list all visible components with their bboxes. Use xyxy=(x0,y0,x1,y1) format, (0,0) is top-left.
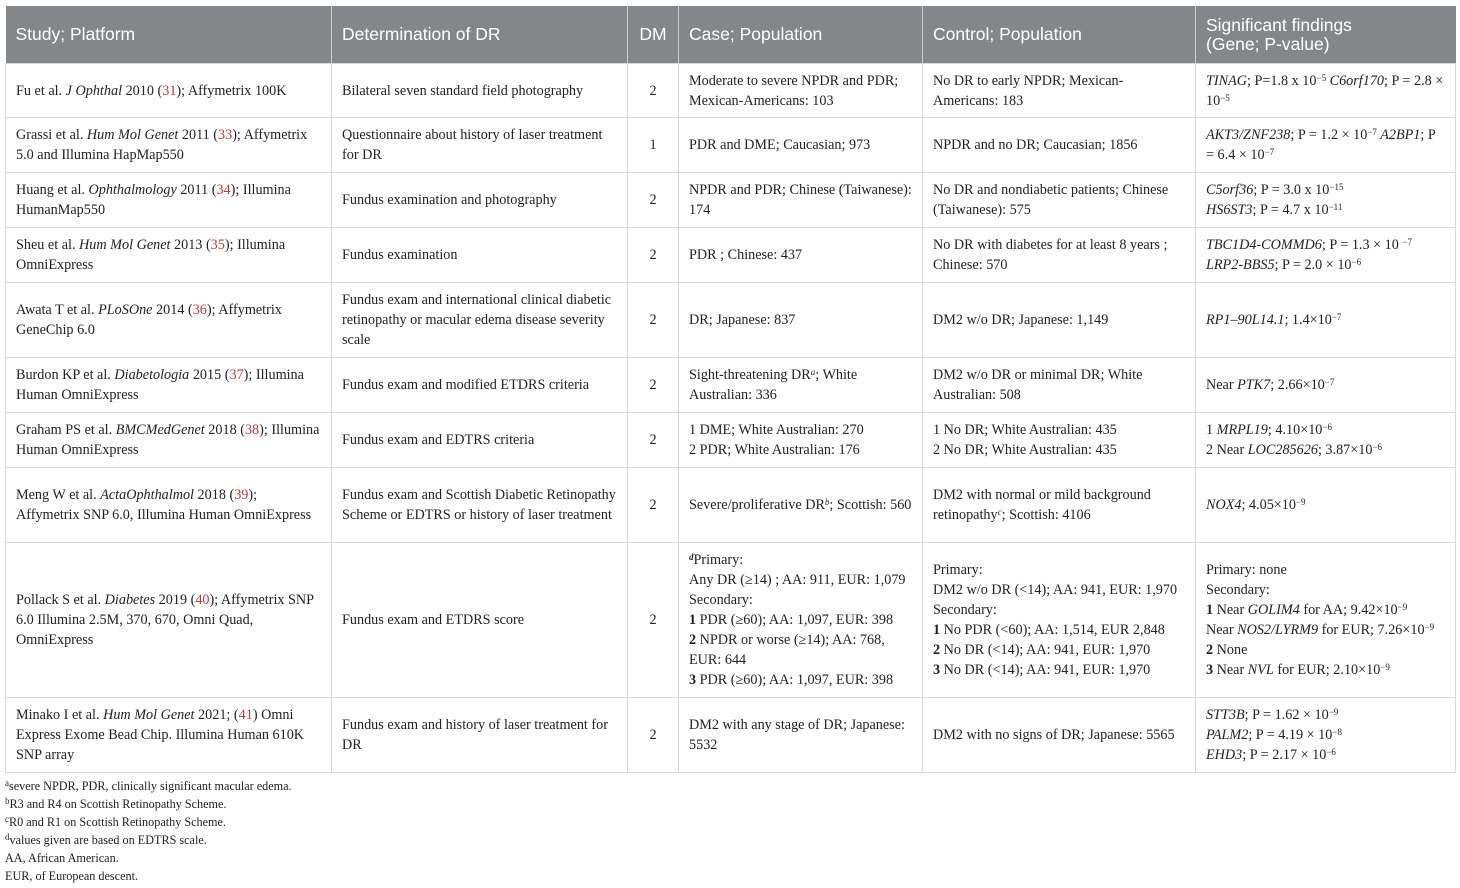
citation-link[interactable]: 33 xyxy=(218,127,233,143)
footnote: AA, African American. xyxy=(5,851,119,865)
study-cell: Awata T et al. PLoSOne 2014 (36); Affymetrix GeneChip 6.0 xyxy=(6,283,332,358)
study-cell: Huang et al. Ophthalmology 2011 (34); Illumina HumanMap550 xyxy=(6,173,332,228)
control-cell: No DR with diabetes for at least 8 years ; Chinese: 570 xyxy=(923,228,1196,283)
control-cell: DM2 with no signs of DR; Japanese: 5565 xyxy=(923,698,1196,773)
findings-cell: 1 MRPL19; $4.10\times 10^{-6}$ 2 Near LOC285626; $3.87\times 10^{-6}$ xyxy=(1196,413,1456,468)
table-row xyxy=(6,64,1456,118)
determination-cell: Questionnaire about history of laser treatment for DR xyxy=(332,118,628,173)
header-determination: Determination of DR xyxy=(332,6,628,64)
citation-link[interactable]: 39 xyxy=(234,487,249,503)
findings-cell: TBC1D4-COMMD6; P = 1.3 × 10 $^{-7}$ LRP2-BBS5; $P = 2.0 \times 10^{-6}$ xyxy=(1196,228,1456,283)
case-cell: $^d$Primary: Any DR (≥14) ; AA: 911, EUR: 1,079 Secondary: 1 PDR (≥60); AA: 1,097, EUR: 398 2 NPDR or worse (≥14); AA: 768, EUR: 644 3 PDR (≥60); AA: 1,097, EUR: 398 xyxy=(679,543,923,698)
case-cell: NPDR and PDR; Chinese (Taiwanese): 174 xyxy=(679,173,923,228)
determination-cell: Fundus exam and EDTRS criteria xyxy=(332,413,628,468)
control-cell: DM2 w/o DR or minimal DR; White Australian: 508 xyxy=(923,358,1196,413)
control-cell: No DR and nondiabetic patients; Chinese (Taiwanese): 575 xyxy=(923,173,1196,228)
case-cell: 1 DME; White Australian: 270 2 PDR; White Australian: 176 xyxy=(679,413,923,468)
table-row xyxy=(6,118,1456,173)
table-footnotes xyxy=(5,777,292,885)
header-case: Case; Population xyxy=(679,6,923,64)
control-cell: NPDR and no DR; Caucasian; 1856 xyxy=(923,118,1196,173)
header-dm: DM xyxy=(628,6,679,64)
dm-cell: 2 xyxy=(628,358,679,413)
footnote: $^b$R3 and R4 on Scottish Retinopathy Scheme. xyxy=(5,796,227,811)
findings-cell: TINAG; P=1.8 x $10^{-5}$ C6orf170; $P = 2.8 \times 10^{-5}$ xyxy=(1196,64,1456,118)
table-row xyxy=(6,468,1456,543)
table-row xyxy=(6,173,1456,228)
table-row xyxy=(6,698,1456,773)
findings-cell: Primary: none Secondary: 1 Near GOLIM4 for AA; $9.42\times 10^{-9}$ Near NOS2/LYRM9 for EUR; $7.26\times 10^{-9}$ 2 None 3 Near NVL for EUR; $2.10\times 10^{-9}$ xyxy=(1196,543,1456,698)
case-cell: Severe/proliferative $DR^b$; Scottish: 560 xyxy=(679,468,923,543)
table-row xyxy=(6,283,1456,358)
citation-link[interactable]: 34 xyxy=(216,182,231,198)
study-cell: Grassi et al. Hum Mol Genet 2011 (33); Affymetrix 5.0 and Illumina HapMap550 xyxy=(6,118,332,173)
header-study: Study; Platform xyxy=(6,6,332,64)
dm-cell: 1 xyxy=(628,118,679,173)
dm-cell: 2 xyxy=(628,413,679,468)
study-cell: Meng W et al. ActaOphthalmol 2018 (39); Affymetrix SNP 6.0, Illumina Human OmniExpress xyxy=(6,468,332,543)
citation-link[interactable]: 41 xyxy=(238,707,253,723)
determination-cell: Fundus exam and international clinical diabetic retinopathy or macular edema disease severity scale xyxy=(332,283,628,358)
control-cell: DM2 w/o DR; Japanese: 1,149 xyxy=(923,283,1196,358)
control-cell: DM2 with normal or mild background retinopathy$^c$; Scottish: 4106 xyxy=(923,468,1196,543)
study-cell: Burdon KP et al. Diabetologia 2015 (37); Illumina Human OmniExpress xyxy=(6,358,332,413)
citation-link[interactable]: 31 xyxy=(162,82,177,99)
findings-cell: NOX4; $4.05\times 10^{-9}$ xyxy=(1196,468,1456,543)
dm-cell: 2 xyxy=(628,698,679,773)
header-control: Control; Population xyxy=(923,6,1196,64)
determination-cell: Bilateral seven standard field photography xyxy=(332,64,628,118)
determination-cell: Fundus exam and history of laser treatment for DR xyxy=(332,698,628,773)
study-cell: Fu et al. J Ophthal 2010 (31); Affymetrix 100K xyxy=(6,64,332,118)
dm-cell: 2 xyxy=(628,64,679,118)
findings-cell: C5orf36; P = 3.0 x $10^{-15}$ HS6ST3; P = 4.7 x $10^{-11}$ xyxy=(1196,173,1456,228)
dm-cell: 2 xyxy=(628,468,679,543)
findings-cell: STT3B; $P = 1.62 \times 10^{-9}$ PALM2; $P = 4.19 \times 10^{-8}$ EHD3; $P = 2.17 \times 10^{-6}$ xyxy=(1196,698,1456,773)
results-table xyxy=(5,6,1456,773)
table-row xyxy=(6,358,1456,413)
control-cell: 1 No DR; White Australian: 435 2 No DR; White Australian: 435 xyxy=(923,413,1196,468)
citation-link[interactable]: 40 xyxy=(195,592,210,608)
determination-cell: Fundus exam and modified ETDRS criteria xyxy=(332,358,628,413)
case-cell: PDR ; Chinese: 437 xyxy=(679,228,923,283)
citation-link[interactable]: 36 xyxy=(192,302,207,318)
citation-link[interactable]: 35 xyxy=(210,237,225,253)
case-cell: DM2 with any stage of DR; Japanese: 5532 xyxy=(679,698,923,773)
study-cell: Pollack S et al. Diabetes 2019 (40); Affymetrix SNP 6.0 Illumina 2.5M, 370, 670, Omni Quad, OmniExpress xyxy=(6,543,332,698)
dm-cell: 2 xyxy=(628,173,679,228)
determination-cell: Fundus exam and Scottish Diabetic Retinopathy Scheme or EDTRS or history of laser treatment xyxy=(332,468,628,543)
case-cell: DR; Japanese: 837 xyxy=(679,283,923,358)
case-cell: Sight-threatening $DR^a$; White Australian: 336 xyxy=(679,358,923,413)
case-cell: PDR and DME; Caucasian; 973 xyxy=(679,118,923,173)
dm-cell: 2 xyxy=(628,283,679,358)
citation-link[interactable]: 37 xyxy=(229,367,244,383)
findings-cell: Near PTK7; $2.66\times 10^{-7}$ xyxy=(1196,358,1456,413)
determination-cell: Fundus examination and photography xyxy=(332,173,628,228)
findings-cell: AKT3/ZNF238; $P = 1.2 \times 10^{-7}$ A2BP1; $P = 6.4 \times 10^{-7}$ xyxy=(1196,118,1456,173)
control-cell: No DR to early NPDR; Mexican-Americans: 183 xyxy=(923,64,1196,118)
dm-cell: 2 xyxy=(628,543,679,698)
footnote: $^a$severe NPDR, PDR, clinically significant macular edema. xyxy=(5,778,292,793)
footnote: EUR, of European descent. xyxy=(5,869,139,883)
header-findings: Significant findings (Gene; P-value) xyxy=(1196,6,1456,64)
case-cell: Moderate to severe NPDR and PDR; Mexican-Americans: 103 xyxy=(679,64,923,118)
study-cell: Graham PS et al. BMCMedGenet 2018 (38); Illumina Human OmniExpress xyxy=(6,413,332,468)
footnote: $^c$R0 and R1 on Scottish Retinopathy Scheme. xyxy=(5,814,226,829)
table-row xyxy=(6,543,1456,698)
citation-link[interactable]: 38 xyxy=(244,422,260,438)
determination-cell: Fundus exam and ETDRS score xyxy=(332,543,628,698)
table-row xyxy=(6,228,1456,283)
table-row xyxy=(6,413,1456,468)
dm-cell: 2 xyxy=(628,228,679,283)
footnote: $^d$values given are based on EDTRS scale. xyxy=(5,832,207,847)
control-cell: Primary: DM2 w/o DR (<14); AA: 941, EUR: 1,970 Secondary: 1 No PDR (<60); AA: 1,514, EUR 2,848 2 No DR (<14); AA: 941, EUR: 1,970 3 No DR (<14); AA: 941, EUR: 1,970 xyxy=(923,543,1196,698)
header-row xyxy=(6,6,1456,64)
findings-cell: RP1–90L14.1; $1.4\times 10^{-7}$ xyxy=(1196,283,1456,358)
study-cell: Minako I et al. Hum Mol Genet 2021; (41) Omni Express Exome Bead Chip. Illumina Human 610K SNP array xyxy=(6,698,332,773)
study-cell: Sheu et al. Hum Mol Genet 2013 (35); Illumina OmniExpress xyxy=(6,228,332,283)
determination-cell: Fundus examination xyxy=(332,228,628,283)
